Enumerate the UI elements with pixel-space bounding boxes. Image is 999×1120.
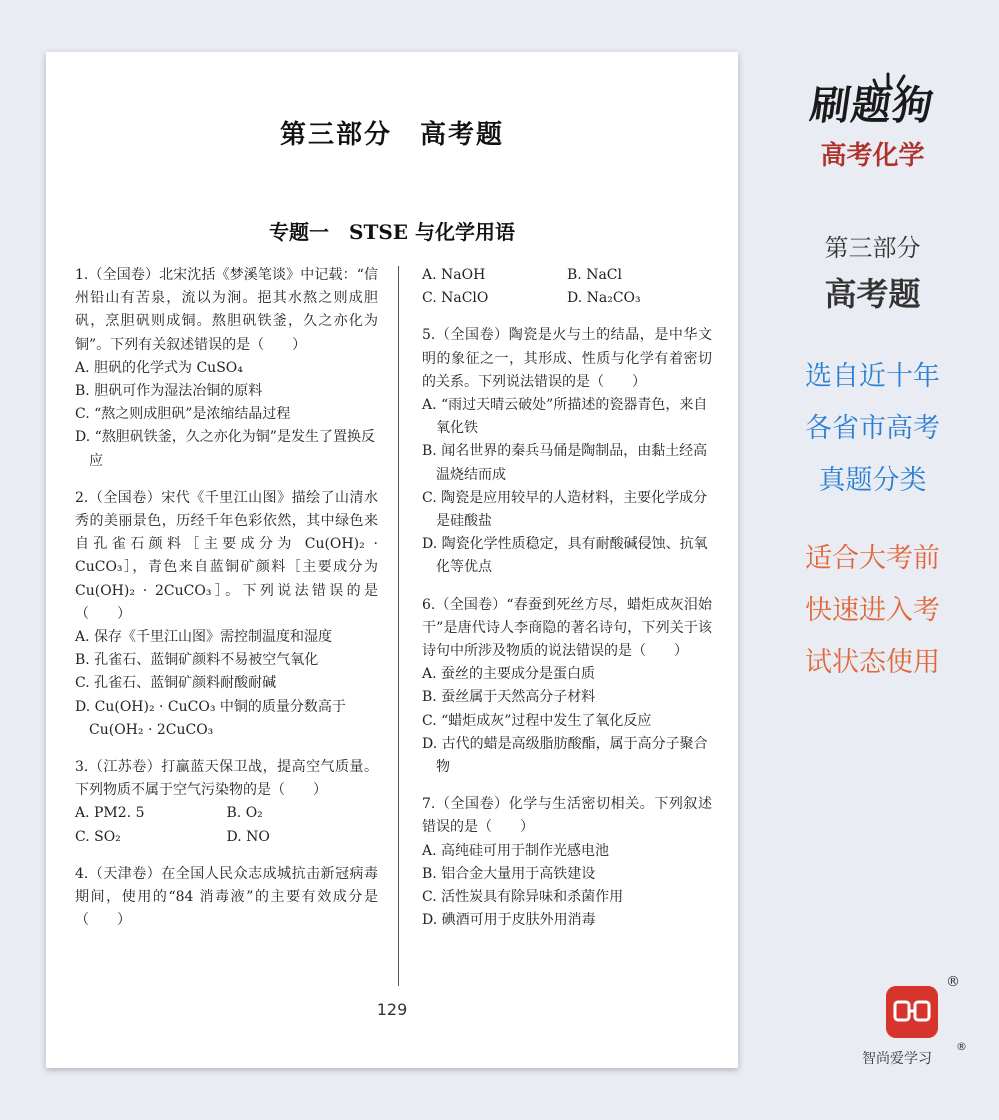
option-c: C. “蜡炬成灰”过程中发生了氧化反应 (422, 712, 652, 729)
question-stem: 3.（江苏卷）打赢蓝天保卫战，提高空气质量。下列物质不属于空气污染物的是（ ） (75, 759, 378, 799)
sidebar-blue-text (760, 351, 985, 507)
option-row (422, 287, 712, 310)
question-7 (422, 793, 712, 932)
option-c: C. NaClO (422, 290, 489, 307)
question-5 (422, 324, 712, 579)
question-stem: 6.（全国卷）“春蚕到死丝方尽，蜡炬成灰泪始干”是唐代诗人李商隐的著名诗句，下列关于该诗句中所涉及物质的说法错误的是（ ） (422, 596, 712, 660)
option-a: A. “雨过天晴云破处”所描述的瓷器青色，来自氧化铁 (422, 397, 708, 437)
question-1 (75, 264, 378, 473)
option-c: C. 陶瓷是应用较早的人造材料，主要化学成分是硅酸盐 (422, 489, 708, 530)
registered-mark: ® (956, 1040, 967, 1053)
option-a: A. 高纯硅可用于制作光感电池 (422, 842, 610, 859)
option-a: A. 蚕丝的主要成分是蛋白质 (422, 666, 596, 683)
orange-line: 适合大考前 (805, 543, 940, 574)
option-b: B. 闻名世界的秦兵马俑是陶制品，由黏土经高温烧结而成 (422, 443, 708, 483)
option-b: B. NaCl (567, 267, 622, 283)
blue-line: 真题分类 (818, 465, 927, 496)
question-4 (75, 863, 378, 933)
sidebar-panel (760, 60, 985, 689)
left-column (75, 264, 378, 932)
option-c: C. SO₂ (75, 828, 121, 845)
publisher-logo-icon (886, 986, 938, 1038)
option-row (75, 802, 378, 825)
registered-mark: ® (946, 974, 960, 990)
page-number: 129 (376, 1000, 408, 1019)
question-stem: 2.（全国卷）宋代《千里江山图》描绘了山清水秀的美丽景色，历经千年色彩依然，其中绿色来自孔雀石颜料［主要成分为 Cu(OH)₂ · CuCO₃］，青色来自蓝铜矿颜料［主要成分为 Cu(OH)₂ · 2CuCO₃］。下列说法错误的是（ ） (75, 489, 378, 622)
sidebar-orange-text (760, 533, 985, 689)
option-b: B. 孔雀石、蓝铜矿颜料不易被空气氧化 (75, 652, 319, 669)
option-b: B. O₂ (226, 805, 263, 822)
page-title: 第三部分 高考题 (279, 120, 504, 150)
option-a: A. 胆矾的化学式为 CuSO₄ (75, 359, 243, 376)
topic-title: 专题一 STSE 与化学用语 (269, 220, 515, 244)
option-c: C. “熬之则成胆矾”是浓缩结晶过程 (75, 406, 291, 423)
option-d: D. 陶瓷化学性质稳定，具有耐酸碱侵蚀、抗氧化等优点 (422, 536, 708, 576)
column-divider (398, 266, 399, 986)
question-2 (75, 487, 378, 742)
option-d: D. “熬胆矾铁釜，久之亦化为铜”是发生了置换反应 (75, 429, 375, 469)
option-b: B. 蚕丝属于天然高分子材料 (422, 689, 596, 706)
sidebar-exam-label: 高考题 (824, 275, 921, 313)
publisher-name: 智尚爱学习 (862, 1051, 932, 1067)
option-d: D. 古代的蜡是高级脂肪酸酯，属于高分子聚合物 (422, 735, 708, 776)
option-row (75, 826, 378, 849)
option-row (422, 264, 712, 287)
document-page (46, 52, 738, 1068)
orange-line: 快速进入考 (805, 595, 940, 626)
question-stem: 1.（全国卷）北宋沈括《梦溪笔谈》中记载：“信州铅山有苦泉，流以为涧。挹其水熬之则成胆矾，烹胆矾则成铜。熬胆矾铁釜，久之亦化为铜”。下列有关叙述错误的是（ ） (75, 267, 378, 353)
question-stem: 5.（全国卷）陶瓷是火与土的结晶，是中华文明的象征之一，其形成、性质与化学有着密切的关系。下列说法错误的是（ ） (422, 327, 712, 390)
question-stem: 4.（天津卷）在全国人民众志成城抗击新冠病毒期间，使用的“84 消毒液”的主要有效成分是（ ） (75, 865, 378, 929)
right-column (422, 264, 712, 932)
option-a: A. PM2. 5 (75, 805, 145, 822)
option-d: D. 碘酒可用于皮肤外用消毒 (422, 912, 596, 929)
option-c: C. 孔雀石、蓝铜矿颜料耐酸耐碱 (75, 675, 277, 692)
option-b: B. 铝合金大量用于高铁建设 (422, 865, 596, 882)
question-4-options (422, 264, 712, 310)
option-d: D. NO (226, 828, 270, 845)
question-stem: 7.（全国卷）化学与生活密切相关。下列叙述错误的是（ ） (422, 796, 712, 836)
question-6 (422, 594, 712, 780)
option-c: C. 活性炭具有除异味和杀菌作用 (422, 889, 624, 906)
blue-line: 各省市高考 (805, 413, 940, 444)
option-a: A. 保存《千里江山图》需控制温度和湿度 (75, 629, 333, 646)
option-b: B. 胆矾可作为湿法冶铜的原料 (75, 383, 263, 400)
blue-line: 选自近十年 (805, 361, 940, 392)
brand-logo-text: 刷题狗 (807, 83, 937, 129)
option-d: D. Na₂CO₃ (567, 290, 641, 307)
option-a: A. NaOH (422, 267, 486, 283)
option-d: D. Cu(OH)₂ · CuCO₃ 中铜的质量分数高于 Cu(OH₂ · 2CuCO₃ (75, 698, 346, 738)
sidebar-part-label: 第三部分 (824, 234, 921, 262)
brand-subtitle: 高考化学 (820, 141, 925, 171)
question-3 (75, 756, 378, 849)
orange-line: 试状态使用 (805, 647, 940, 678)
